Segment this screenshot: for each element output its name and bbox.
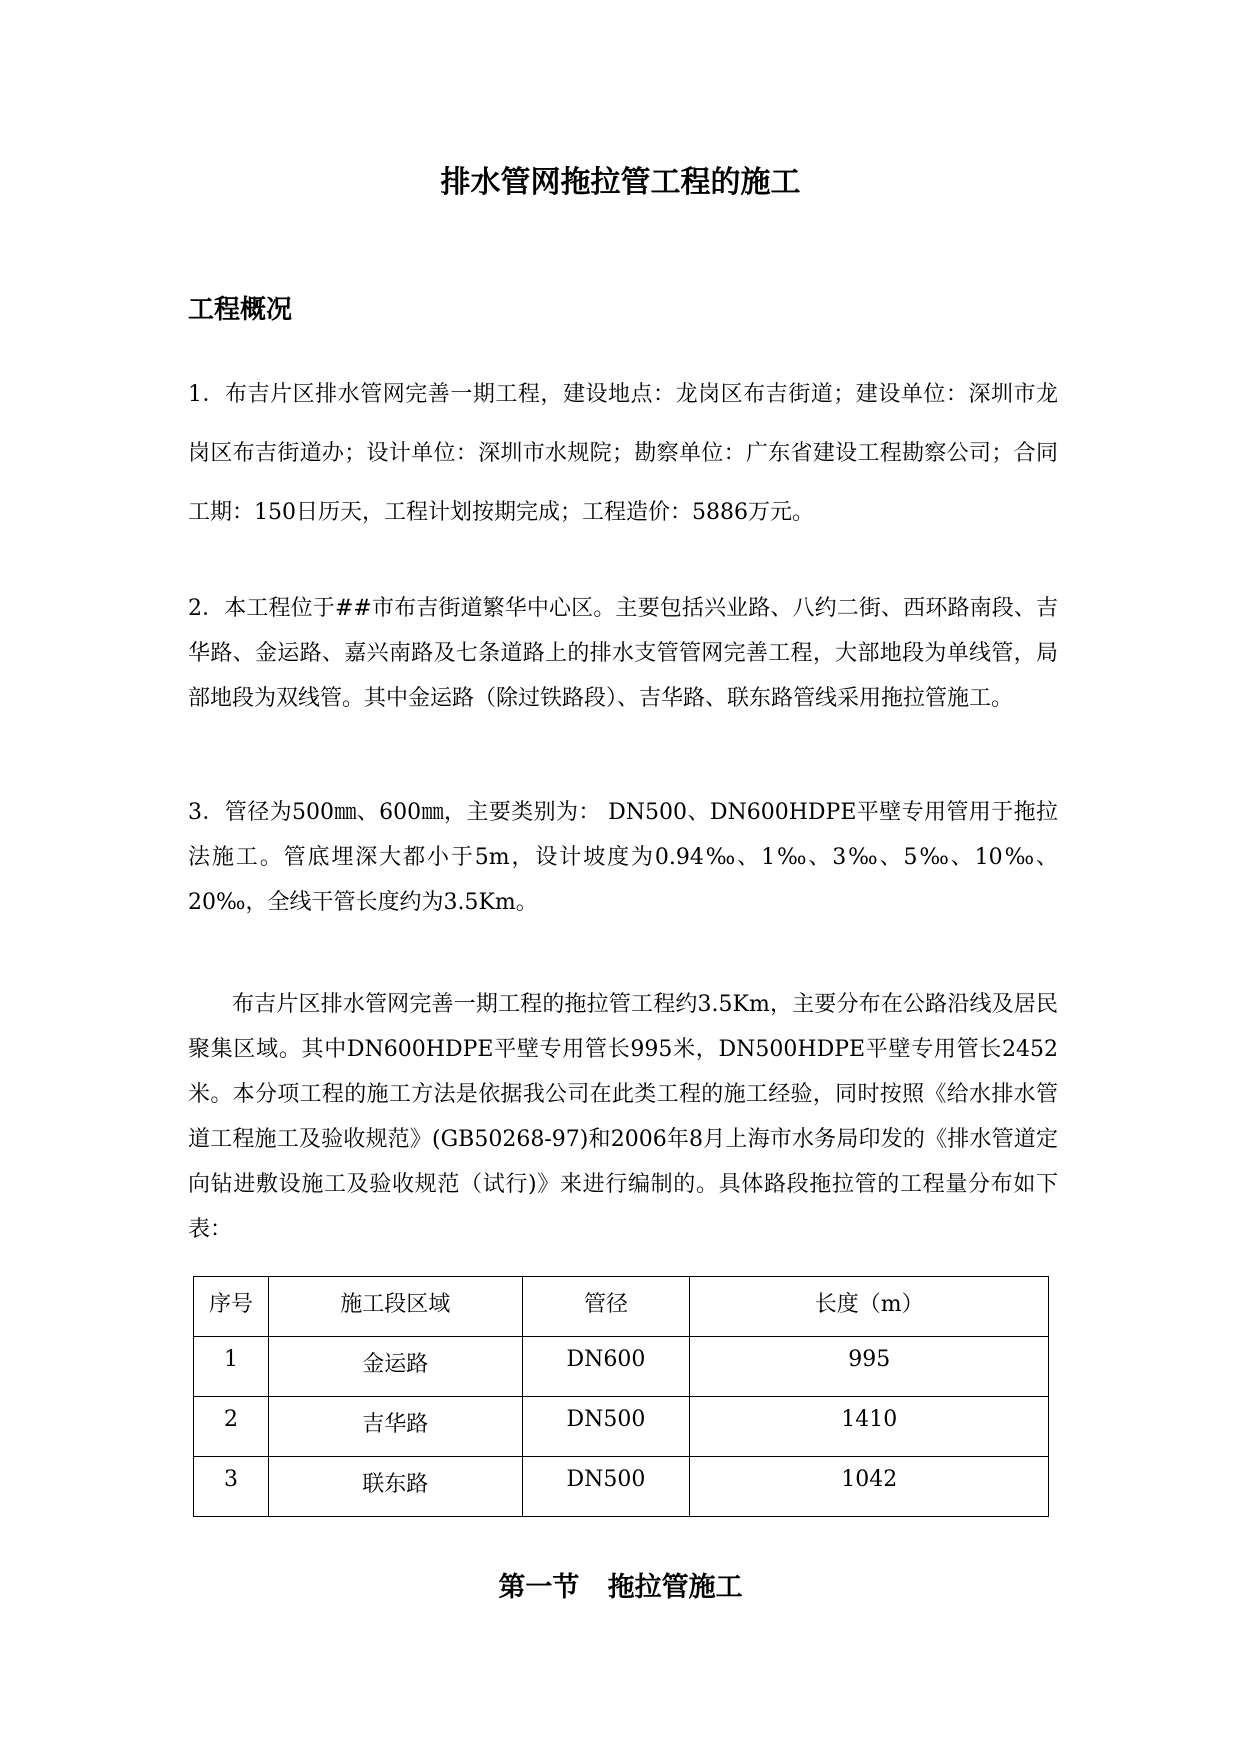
table-cell: 1410 [690,1397,1049,1457]
document-title: 排水管网拖拉管工程的施工 [440,165,801,200]
table-row [194,1337,1049,1397]
paragraph-3: 3．管径为500㎜、600㎜，主要类别为： DN500、DN600HDPE平壁专用管用于拖拉法施工。管底埋深大都小于5m，设计坡度为0.94‰、1‰、3‰、5‰、10‰、20‰，全线干管长度约为3.5Km。 [188,800,1058,915]
table-header-cell: 序号 [194,1277,269,1337]
table-cell: 2 [194,1397,269,1457]
section-heading-towing-pipe: 第一节 拖拉管施工 [498,1572,743,1603]
table-cell: DN500 [522,1397,690,1457]
table-row [194,1457,1049,1517]
works-table [193,1276,1049,1517]
table-cell: 1042 [690,1457,1049,1517]
table-cell: DN500 [522,1457,690,1517]
paragraph-1: 1．布吉片区排水管网完善一期工程，建设地点：龙岗区布吉街道；建设单位：深圳市龙岗区布吉街道办；设计单位：深圳市水规院；勘察单位：广东省建设工程勘察公司；合同工期：150日历天，工程计划按期完成；工程造价：5886万元。 [188,382,1058,525]
table-cell: 1 [194,1337,269,1397]
table-header-cell: 长度（m） [690,1277,1049,1337]
table-header-row [194,1277,1049,1337]
table-cell: 吉华路 [268,1397,522,1457]
table-cell: DN600 [522,1337,690,1397]
paragraph-2: 2．本工程位于##市布吉街道繁华中心区。主要包括兴业路、八约二街、西环路南段、吉华路、金运路、嘉兴南路及七条道路上的排水支管管网完善工程，大部地段为单线管，局部地段为双线管。其中金运路（除过铁路段）、吉华路、联东路管线采用拖拉管施工。 [188,596,1058,711]
table-header-cell: 施工段区域 [268,1277,522,1337]
section-heading-overview: 工程概况 [188,295,293,325]
table-cell: 金运路 [268,1337,522,1397]
table-row [194,1397,1049,1457]
paragraph-4: 布吉片区排水管网完善一期工程的拖拉管工程约3.5Km，主要分布在公路沿线及居民聚集区域。其中DN600HDPE平壁专用管长995米，DN500HDPE平壁专用管长2452米。本分项工程的施工方法是依据我公司在此类工程的施工经验，同时按照《给水排水管道工程施工及验收规范》(GB50268-97)和2006年8月上海市水务局印发的《排水管道定向钻进敷设施工及验收规范（试行)》来进行编制的。具体路段拖拉管的工程量分布如下表： [188,992,1058,1242]
table-cell: 995 [690,1337,1049,1397]
table-cell: 3 [194,1457,269,1517]
table-cell: 联东路 [268,1457,522,1517]
table-header-cell: 管径 [522,1277,690,1337]
